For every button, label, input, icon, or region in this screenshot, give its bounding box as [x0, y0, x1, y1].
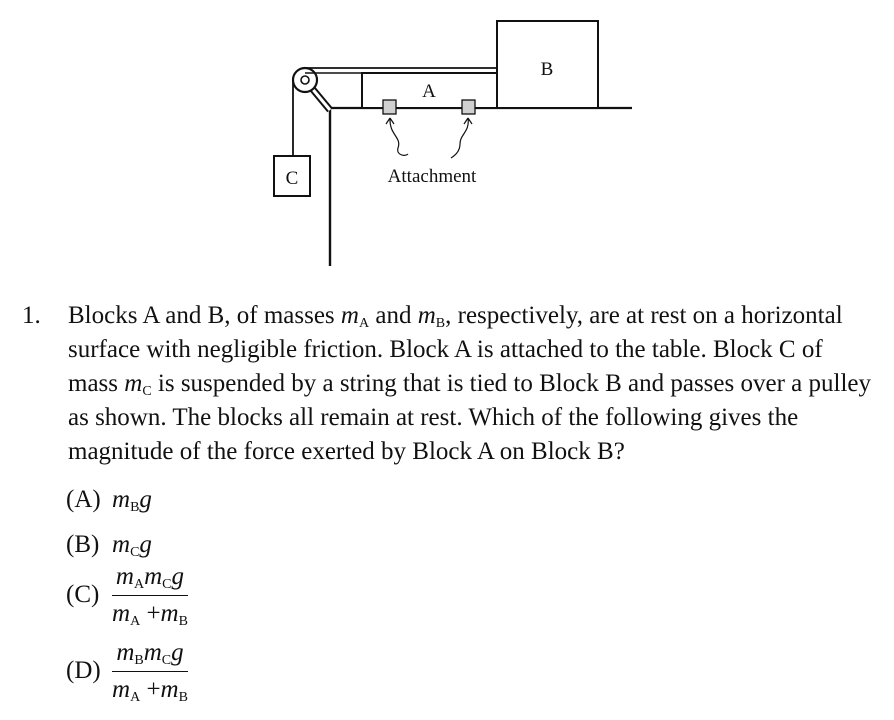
pulley-axle	[301, 76, 309, 84]
choice-c-fraction	[108, 562, 192, 629]
attachment-peg-left	[383, 100, 396, 114]
choice-a[interactable]	[66, 485, 152, 515]
choice-label: (D)	[66, 657, 101, 684]
choice-c[interactable]	[66, 580, 112, 610]
choice-a-expression: $m_Bg$	[112, 486, 152, 515]
physics-diagram	[0, 0, 894, 280]
mass-a-symbol: $m_A$	[340, 302, 370, 331]
attachment-arrow-right	[451, 118, 472, 158]
choice-d-fraction	[108, 638, 192, 705]
choice-d-numerator: $m_Bm_Cg$	[112, 638, 187, 672]
attachment-peg-right	[462, 100, 475, 114]
attachment-label: Attachment	[387, 166, 477, 187]
mass-c-symbol: $m_C$	[124, 370, 152, 399]
choice-label: (B)	[66, 531, 100, 558]
choice-c-numerator: $m_Am_Cg$	[112, 562, 188, 596]
mass-b-symbol: $m_B$	[417, 302, 446, 331]
question-text-part: Blocks A and B, of masses	[68, 302, 341, 329]
choice-d[interactable]	[66, 656, 112, 686]
block-b-label: B	[540, 59, 554, 80]
block-a-label: A	[422, 81, 436, 102]
question-number: 1.	[22, 302, 41, 329]
choice-c-denominator: $m_A +m_B$	[112, 600, 188, 629]
choice-d-denominator: $m_A +m_B$	[112, 676, 188, 705]
choice-b[interactable]	[66, 530, 152, 560]
block-c-label: C	[285, 168, 299, 189]
choice-b-expression: $m_Cg$	[112, 531, 152, 560]
choice-label: (C)	[66, 581, 100, 608]
question-text-part: is suspended by a string that is tied to Block B and passes over a pulley as shown. The blocks all remain at rest. Which of the following gives the magnitude of the force exerted by Block A on Block B?	[68, 370, 871, 465]
question-text-part: , respectively, are at rest on a horizontal surface with negligible friction. Block A is attached to the table. Block C of mass	[68, 302, 843, 397]
question-text-part: and	[369, 302, 418, 329]
attachment-arrow-left	[386, 118, 408, 155]
choice-label: (A)	[66, 486, 101, 513]
question-text	[68, 299, 878, 469]
